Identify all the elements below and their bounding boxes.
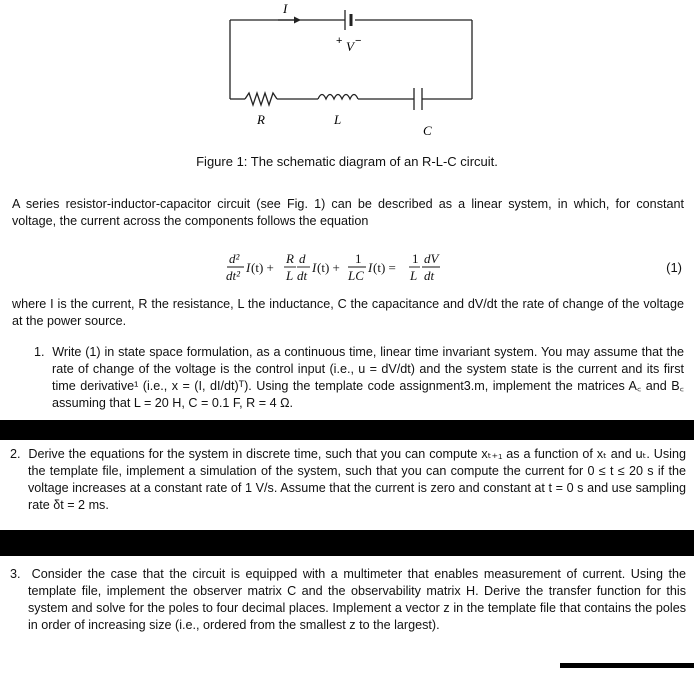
current-arrowhead: [294, 17, 301, 24]
svg-text:I: I: [312, 260, 317, 275]
resistor-label: R: [257, 112, 265, 127]
svg-text:dt: dt: [424, 268, 435, 283]
question-1-text: Write (1) in state space formulation, as a continuous time, linear time invariant system. You may assume that the rate of change of the voltage is the control input (i.e., u = dV/dt) and the system state is the current and its first time derivative¹ (i.e., x = (I, dI/dt)ᵀ). Using the template code assignment3.m, implement the matrices A꜀ and B꜀ assuming that L = 20 H, C = 0.1 F, R = 4 Ω.: [52, 345, 684, 410]
svg-text:d: d: [299, 251, 306, 266]
inductor-label: L: [334, 112, 342, 127]
svg-text:(t) +: (t) +: [251, 260, 274, 275]
svg-text:(t) =: (t) =: [373, 260, 396, 275]
figure-caption: Figure 1: The schematic diagram of an R-L-C circuit.: [196, 154, 498, 169]
svg-text:(t) +: (t) +: [317, 260, 340, 275]
svg-text:R: R: [286, 251, 294, 266]
svg-text:dt: dt: [297, 268, 308, 283]
capacitor-label: C: [423, 123, 432, 138]
svg-text:I: I: [246, 260, 251, 275]
equation-graphic: [0, 250, 694, 288]
svg-text:I: I: [368, 260, 373, 275]
question-2-number: 2.: [10, 447, 21, 461]
svg-text:L: L: [410, 268, 418, 283]
question-3-number: 3.: [10, 567, 21, 581]
black-band-1: [0, 420, 694, 440]
black-band-2: [0, 530, 694, 556]
current-label: I: [283, 1, 288, 16]
question-3: [10, 566, 686, 634]
question-1-number: 1.: [34, 345, 45, 359]
svg-text:L: L: [286, 268, 294, 283]
inductor-coil: [318, 95, 358, 100]
equation-number: (1): [666, 260, 682, 275]
rlc-circuit-diagram: [200, 0, 500, 142]
svg-text:1: 1: [355, 251, 362, 266]
battery-plus: +: [336, 35, 343, 47]
question-3-text: Consider the case that the circuit is equipped with a multimeter that enables measurement of current. Using the template file, implement the observer matrix C and the observability matrix H. Derive the transfer function for this system and solve for the poles to four decimal places. Implement a vector z in the template file that contains the poles in order of increasing size (i.e., ordered from the smallest z to the largest).: [28, 567, 687, 632]
intro-paragraph: A series resistor-inductor-capacitor circuit (see Fig. 1) can be described as a linear system, in which, for constant voltage, the current across the components follows the equation: [12, 197, 684, 228]
question-2: [10, 446, 686, 514]
question-1: [34, 344, 684, 412]
svg-text:LC: LC: [348, 268, 364, 283]
svg-text:dt²: dt²: [226, 268, 241, 283]
svg-text:1: 1: [412, 251, 419, 266]
black-band-3: [560, 663, 694, 668]
resistor-zigzag: [245, 93, 277, 105]
question-2-text: Derive the equations for the system in discrete time, such that you can compute xₜ₊₁ as a function of xₜ and uₜ. Using the template file, implement a simulation of the system, such that you can compute the current for 0 ≤ t ≤ 20 s if the voltage increases at a constant rate of 1 V/s. Assume that the current is zero and constant at t = 0 s and use sampling rate δt = 2 ms.: [28, 447, 686, 512]
where-paragraph: where I is the current, R the resistance, L the inductance, C the capacitance and dV/dt the rate of change of the voltage at the power source.: [12, 297, 684, 328]
voltage-label: V: [346, 39, 354, 54]
battery-minus: −: [355, 35, 362, 47]
svg-text:d²: d²: [229, 251, 240, 266]
svg-text:dV: dV: [424, 251, 439, 266]
equation-1: [0, 250, 694, 286]
